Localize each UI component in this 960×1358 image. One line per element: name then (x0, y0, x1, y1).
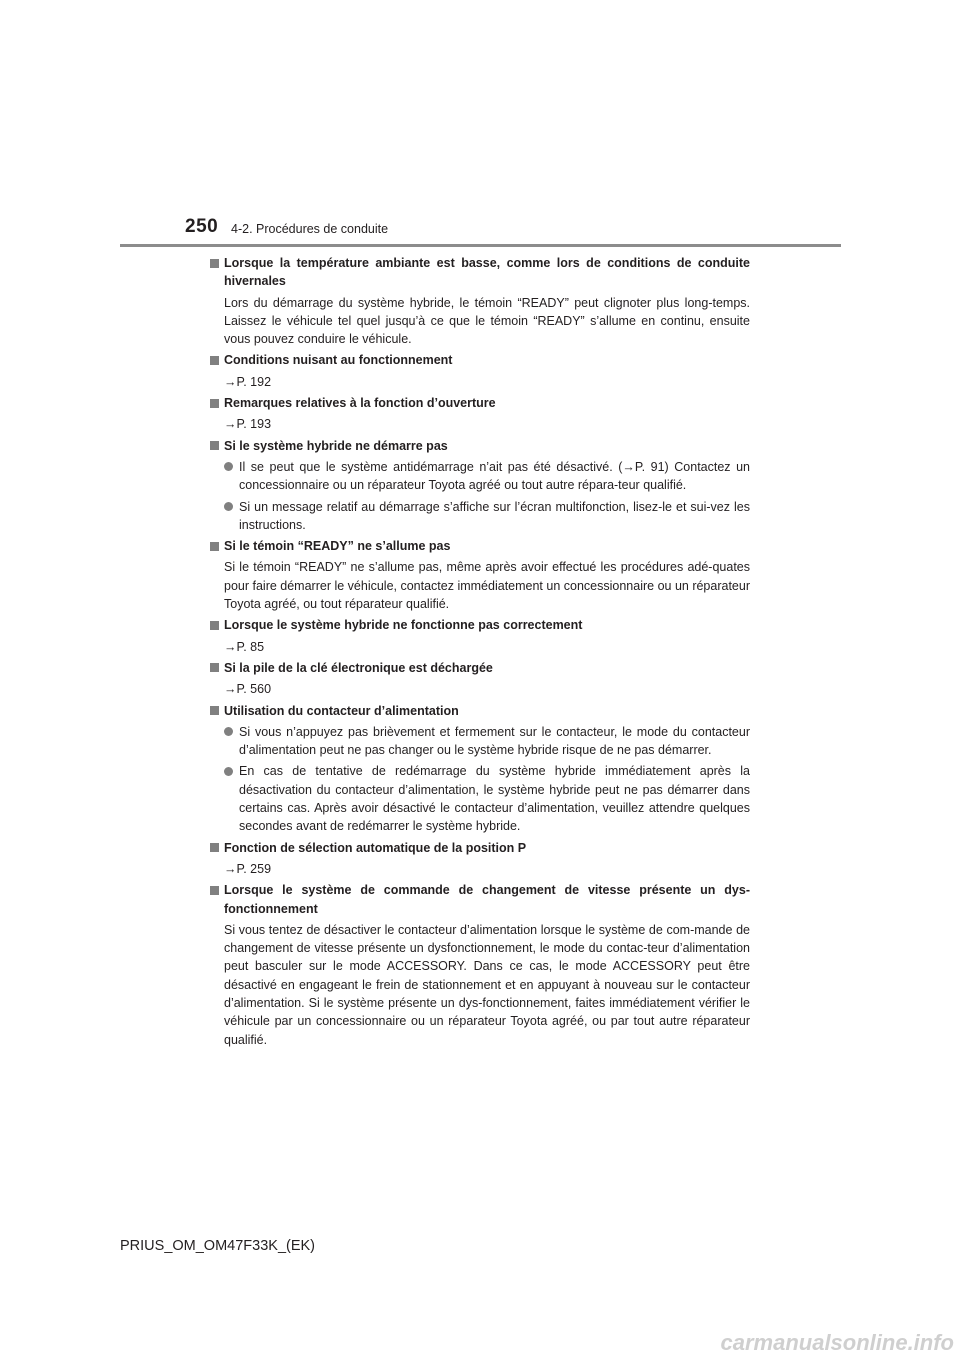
square-bullet-icon (210, 706, 219, 715)
content (210, 254, 750, 1052)
item-cold-weather (210, 254, 750, 348)
page-number: 250 (185, 216, 219, 237)
item-unlock-notes (210, 394, 750, 434)
list-item (210, 458, 750, 495)
watermark[interactable]: carmanualsonline.info (720, 1330, 954, 1355)
item-heading (210, 839, 750, 857)
square-bullet-icon (210, 356, 219, 365)
list-item (210, 498, 750, 535)
item-heading (210, 351, 750, 369)
item-heading (210, 437, 750, 455)
item-title: Lorsque la température ambiante est basse, comme lors de conditions de conduite hivernales (224, 256, 750, 289)
item-heading (210, 659, 750, 677)
list-item-text: Il se peut que le système antidémarrage n’ait pas été désactivé. (→P. 91) Contactez un concessionnaire ou un réparateur Toyota agréé ou tout autre répara-teur qualifié. (239, 459, 750, 493)
document-code: PRIUS_OM_OM47F33K_(EK) (120, 1238, 316, 1254)
item-body: Si vous tentez de désactiver le contacteur d’alimentation lorsque le système de com-mande de changement de vitesse présente un dysfonctionnement, le mode du contac-teur d’alimentation peut basculer sur le mode ACCESSORY. Dans ce cas, le mode ACCESSORY peut être désactivé en engageant le frein de stationnement et en appuyant à nouveau sur le contacteur d’alimentation. Si le système présente un dys-fonctionnement, faites immédiatement vérifier le véhicule par un concessionnaire ou un réparateur Toyota agréé, ou par tout autre réparateur qualifié. (224, 922, 750, 1047)
item-body: Lors du démarrage du système hybride, le témoin “READY” peut clignoter plus long-temps. Laissez le véhicule tel quel jusqu’à ce que le témoin “READY” s’allume en continu, ensuite vous pouvez conduire le véhicule. (224, 295, 750, 347)
page-reference: →P. 560 (224, 682, 272, 697)
item-title: Lorsque le système de commande de changement de vitesse présente un dys-fonctionnement (224, 883, 750, 916)
item-title: Fonction de sélection automatique de la position P (224, 840, 527, 855)
item-body: Si le témoin “READY” ne s’allume pas, même après avoir effectué les procédures adé-quates pour faire démarrer le véhicule, contactez immédiatement un concessionnaire ou un réparateur Toyota agréé, ou tout réparateur qualifié. (224, 560, 750, 612)
round-bullet-icon (224, 727, 233, 736)
page-reference: →P. 85 (224, 639, 265, 654)
list-item-text: Si un message relatif au démarrage s’affiche sur l’écran multifonction, lisez-le et sui-vez les instructions. (239, 499, 750, 532)
item-auto-p (210, 839, 750, 879)
list-item (210, 723, 750, 760)
list-item-text: En cas de tentative de redémarrage du système hybride immédiatement après la désactivation du contacteur d’alimentation, le système hybride peut ne pas démarrer dans certains cas. Après avoir désactivé le contacteur d’alimentation, veuillez attendre quelques secondes avant de redémarrer le système hybride. (239, 764, 750, 834)
square-bullet-icon (210, 542, 219, 551)
item-title: Conditions nuisant au fonctionnement (224, 353, 453, 368)
page-reference: →P. 192 (224, 374, 272, 389)
item-hybrid-no-start (210, 437, 750, 534)
item-operation-conditions (210, 351, 750, 391)
item-shift-malfunction (210, 881, 750, 1049)
round-bullet-icon (224, 502, 233, 511)
item-title: Si le système hybride ne démarre pas (224, 438, 448, 453)
section-title: 4-2. Procédures de conduite (231, 222, 389, 236)
item-heading (210, 616, 750, 634)
square-bullet-icon (210, 441, 219, 450)
item-heading (210, 394, 750, 412)
list-item-text: Si vous n’appuyez pas brièvement et fermement sur le contacteur, le mode du contacteur d’alimentation peut ne pas changer ou le système hybride risque de ne pas démarrer. (239, 724, 750, 758)
page-reference: →P. 259 (224, 861, 272, 876)
round-bullet-icon (224, 767, 233, 776)
item-heading (210, 702, 750, 720)
round-bullet-icon (224, 462, 233, 471)
square-bullet-icon (210, 259, 219, 268)
item-hybrid-malfunction (210, 616, 750, 656)
item-power-switch (210, 702, 750, 836)
square-bullet-icon (210, 886, 219, 895)
item-key-battery (210, 659, 750, 699)
item-title: Lorsque le système hybride ne fonctionne pas correctement (224, 618, 583, 633)
list-item (210, 762, 750, 835)
item-title: Remarques relatives à la fonction d’ouverture (224, 396, 496, 411)
item-heading (210, 881, 750, 918)
item-title: Si la pile de la clé électronique est déchargée (224, 660, 493, 675)
item-title: Si le témoin “READY” ne s’allume pas (224, 539, 451, 554)
header-rule (120, 244, 841, 247)
item-heading (210, 254, 750, 291)
item-title: Utilisation du contacteur d’alimentation (224, 703, 459, 718)
square-bullet-icon (210, 663, 219, 672)
page-reference: →P. 193 (224, 417, 272, 432)
square-bullet-icon (210, 399, 219, 408)
item-ready-not-lit (210, 537, 750, 613)
item-heading (210, 537, 750, 555)
square-bullet-icon (210, 621, 219, 630)
square-bullet-icon (210, 843, 219, 852)
